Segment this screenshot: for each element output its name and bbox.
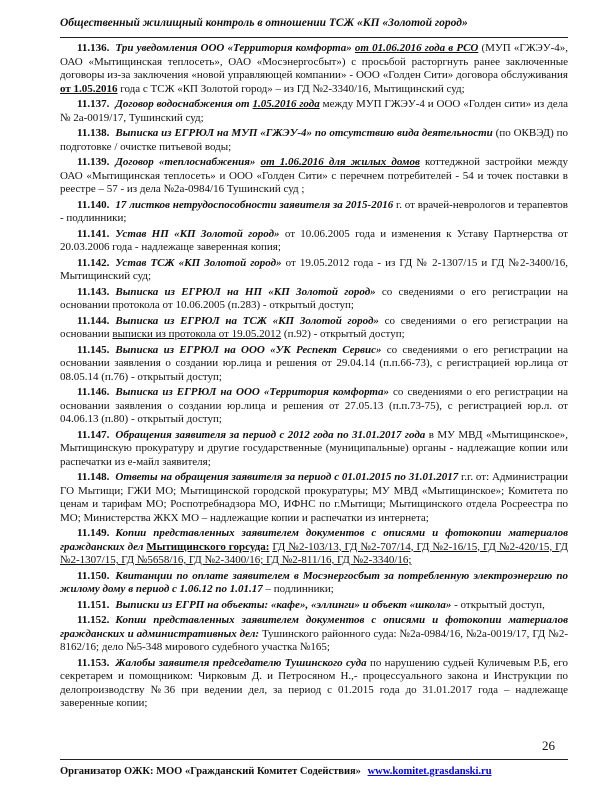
item-text: Копии представленных заявителем документов с описями и фотокопии материалов гражданских и административных дел: [60,614,568,640]
item-text: (по ОКВЭД) по подготовке / очистке питьевой воды; [60,127,568,153]
item-text: Договор «теплоснабжения» [115,156,261,168]
list-item [60,199,568,226]
item-text: от 10.06.2005 года и изменения к Уставу Партнерства от 20.03.2006 года - надлежаще заверенная копия; [60,227,568,253]
list-item [60,228,568,255]
item-text: г.г. от: Администрации ГО Мытищи; ГЖИ МО; Мытищинской городской прокуратуры; МУ МВД «Мытищинское»; Комитета по ценам и тарифам МО; Роспотребнадзора МО, ИФНС по г.Мытищи; Мытищинского отдела Росреестра по МО; Министерства ЖКХ МО – надлежащие копии и распечатки из интернета; [60,471,568,524]
list-item [60,98,568,125]
item-number: 11.138. [77,127,110,139]
item-text: – подлинники; [262,583,334,595]
item-text: от 1.05.2016 [60,82,118,95]
item-number: 11.146. [77,386,110,398]
item-number: 11.144. [77,314,110,327]
item-text: 17 листков нетрудоспособности заявителя за 2015-2016 [115,198,394,211]
item-text: Тушинского районного суда: №2а-0984/16, №2а-0019/17, ГД №2-8162/16; дело №5-348 мирового судебного участка №165; [60,627,568,653]
item-text: со сведениями о его регистрации на основании заявления о создании юр.лица и решения от 29.04.14 (п.п.66-73), с регистрацией юр.лица от 08.05.14 (п.76) - открытый доступ; [60,343,569,383]
list-item [60,42,568,96]
list-item [60,127,568,154]
list-item [60,527,568,568]
header-divider [60,37,568,38]
item-number: 11.153. [77,656,110,669]
page-number: 26 [542,738,555,753]
item-text: коттеджной застройки между ОАО «Мытищинская теплосеть» и ООО «Голден Сити» с перечнем потребителей - 54 и точек поставки в реестре – 57 - из дела №2а-0984/16 Тушинский суд ; [60,156,569,195]
item-text: выписки из протокола от 19.05.2012 [112,328,282,340]
item-text: Выписка из ЕГРЮЛ на ООО «УК Респект Сервис» [115,343,382,356]
item-number: 11.142. [77,256,110,269]
list-item [60,614,568,655]
item-text: в МУ МВД «Мытищинское», Мытищинскую прокуратуру и другие государственные (муниципальные) органы - надлежащие копии или распечатки из е-майл заявителя; [60,428,568,468]
item-text: Квитанции по оплате заявителем в Мосэнергосбыт за потребленную электроэнергию по жилому дому в период с 1.06.12 по 1.01.17 [60,569,568,595]
item-text: - открытый доступ, [451,598,545,611]
item-number: 11.143. [77,285,110,298]
item-text: между МУП ГЖЭУ-4 и ООО «Голден сити» из дела № 2а-0019/17, Тушинский суд; [60,98,568,124]
item-text: Ответы на обращения заявителя за период с 01.01.2015 по 31.01.2017 [115,471,459,483]
list-item [60,599,568,613]
item-text: Выписка из ЕГРЮЛ на МУП «ГЖЭУ-4» по отсутствию вида деятельности [115,127,493,139]
item-text: Мытищинского горсуда: [146,540,270,553]
item-number: 11.139. [77,156,110,168]
item-text: (МУП «ГЖЭУ-4», ОАО «Мытищинская теплосеть», ОАО «Мосэнергосбыт») с просьбой расторгнуть ранее заключенные договоры из-за заключения «новой управляющей компании» - ООО «Голден Сити» договора обслуживания [60,42,569,81]
list-item [60,570,568,597]
item-text: по нарушению судьей Куличевым Р.Б, его секретарем и помощником: Чирковым Д. и Петросяном Н.,- процессуального закона и Инструкции по делопроизводству №36 при ведении дел, за период с 01.2015 года до 31.01.2017 года – надлежаще заверенные копии; [60,656,568,709]
item-number: 11.145. [77,343,110,356]
list-item [60,286,568,313]
list-item [60,257,568,284]
list-item [60,344,568,385]
item-text: 1.05.2016 года [252,98,320,110]
item-number: 11.148. [77,471,110,483]
item-number: 11.149. [77,527,110,539]
item-text: от 01.06.2016 года в РСО [354,42,479,54]
item-text: Выписка из ЕГРЮЛ на ООО «Территория комфорта» [115,386,389,398]
list-item [60,156,568,197]
item-text: Выписка из ЕГРЮЛ на НП «КП Золотой город» [115,285,376,298]
item-number: 11.140. [77,198,110,211]
list-item [60,315,568,342]
list-item [60,429,568,470]
item-text: Жалобы заявителя председателю Тушинского суда [115,656,367,669]
page-footer [60,766,492,777]
item-text: Обращения заявителя за период с 2012 года по 31.01.2017 года [115,428,426,441]
list-item [60,471,568,525]
item-text: от 1.06.2016 для жилых домов [260,156,420,168]
item-text: Выписки из ЕГРП на объекты: «кафе», «эллинги» и объект «школа» [115,598,452,611]
footer-divider [60,759,568,760]
item-text: Копии представленных заявителем документов с описями и фотокопии материалов гражданских дел [60,527,568,553]
item-number: 11.152. [77,614,110,626]
item-number: 11.147. [77,428,110,441]
item-text: Устав НП «КП Золотой город» [115,227,280,240]
item-text: (п.92) - открытый доступ; [281,328,405,340]
item-number: 11.136. [77,42,110,54]
list-item [60,657,568,711]
item-text: г. от врачей-неврологов и терапевтов - подлинники; [60,198,568,224]
item-number: 11.150. [77,569,110,582]
footer-website-link[interactable]: www.komitet.grasdanski.ru [367,766,492,777]
footer-organizer: Организатор ОЖК: МОО «Гражданский Комитет Содействия» [60,766,361,777]
item-text: ГД №2-103/13, ГД №2-707/14, ГД №2-16/15, ГД №2-420/15, ГД №2-1307/15, ГД №5658/16, ГД №2-3400/16; ГД №2-811/16, ГД №2-3340/16; [60,540,568,566]
item-text: со сведениями о его регистрации на основании протокола от 10.06.2005 (п.283) - открытый доступ; [60,285,569,311]
item-text: Три уведомления ООО «Территория комфорта» [115,42,355,54]
item-text: Договор водоснабжения от [115,98,253,110]
item-number: 11.141. [77,227,110,240]
item-text: со сведениями о его регистрации на основании заявления о создании юр.лица и решения от 27.05.13 (п.п.73-75), с регистрацией юр.л. от 04.06.13 (п.80) - открытый доступ; [60,386,569,425]
item-text: года с ТСЖ «КП Золотой город» – из ГД №2-3340/16, Мытищинский суд; [117,82,465,95]
item-number: 11.151. [77,598,110,611]
item-number: 11.137. [77,98,110,110]
item-text: Устав ТСЖ «КП Золотой город» [115,256,282,269]
document-body [60,42,568,713]
item-text: Выписка из ЕГРЮЛ на ТСЖ «КП Золотой город» [115,314,379,327]
page-header: Общественный жилищный контроль в отношении ТСЖ «КП «Золотой город» [60,17,468,29]
item-text: со сведениями о его регистрации на основании [60,314,568,340]
item-text: от 19.05.2012 года - из ГД № 2-1307/15 и ГД №2-3400/16, Мытищинский суд; [60,256,569,282]
list-item [60,386,568,427]
